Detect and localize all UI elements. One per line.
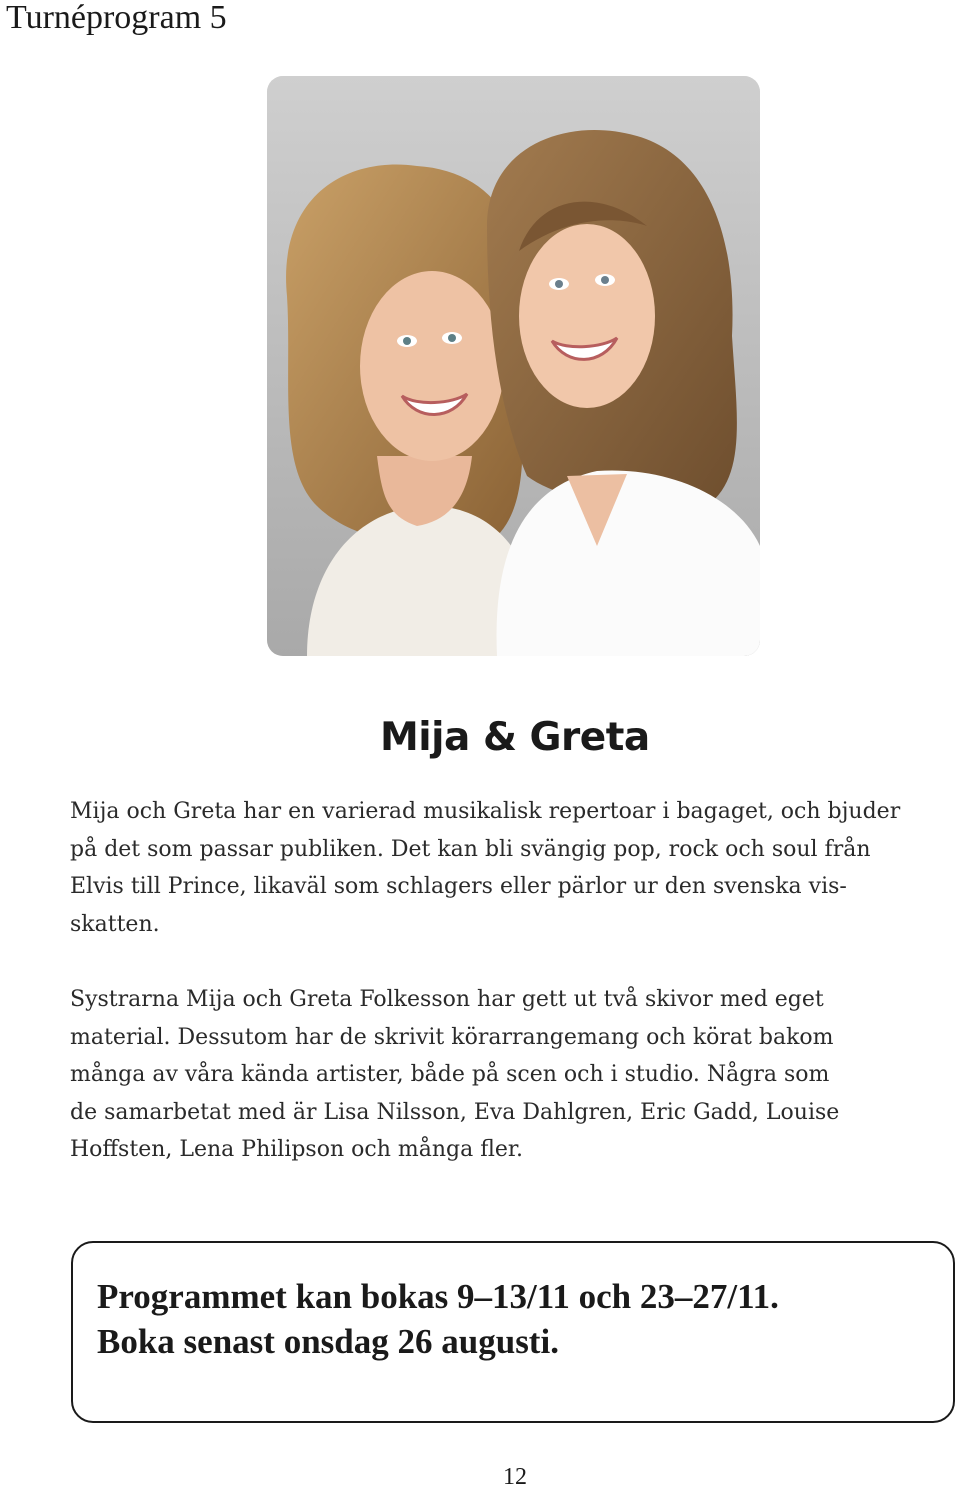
paragraph-line: Elvis till Prince, likaväl som schlagers eller pärlor ur den svenska vis- (70, 874, 847, 899)
paragraph-line: material. Dessutom har de skrivit körarrangemang och körat bakom (70, 1024, 834, 1050)
paragraph-line: de samarbetat med är Lisa Nilsson, Eva Dahlgren, Eric Gadd, Louise (70, 1099, 840, 1125)
paragraph-line: Hoffsten, Lena Philipson och många fler. (70, 1137, 523, 1162)
booking-deadline: Boka senast onsdag 26 augusti. (97, 1322, 559, 1361)
paragraph-line: Mija och Greta har en varierad musikalisk repertoar i bagaget, och bjuder (70, 799, 901, 824)
booking-info-box (71, 1241, 955, 1423)
paragraph-line: Systrarna Mija och Greta Folkesson har gett ut två skivor med eget (70, 987, 824, 1012)
paragraph-intro (70, 793, 920, 943)
booking-dates: Programmet kan bokas 9–13/11 och 23–27/11. (97, 1277, 779, 1316)
page-header: Turnéprogram 5 (6, 0, 227, 36)
paragraph-line: många av våra kända artister, både på scen och i studio. Några som (70, 1062, 830, 1087)
article-title: Mija & Greta (380, 715, 650, 760)
portrait-photo (267, 76, 760, 656)
portrait-illustration (267, 76, 760, 656)
booking-text (97, 1274, 779, 1364)
paragraph-background (70, 981, 920, 1169)
page-number: 12 (503, 1464, 527, 1490)
paragraph-line: på det som passar publiken. Det kan bli svängig pop, rock och soul från (70, 836, 871, 862)
paragraph-line: skatten. (70, 911, 160, 937)
